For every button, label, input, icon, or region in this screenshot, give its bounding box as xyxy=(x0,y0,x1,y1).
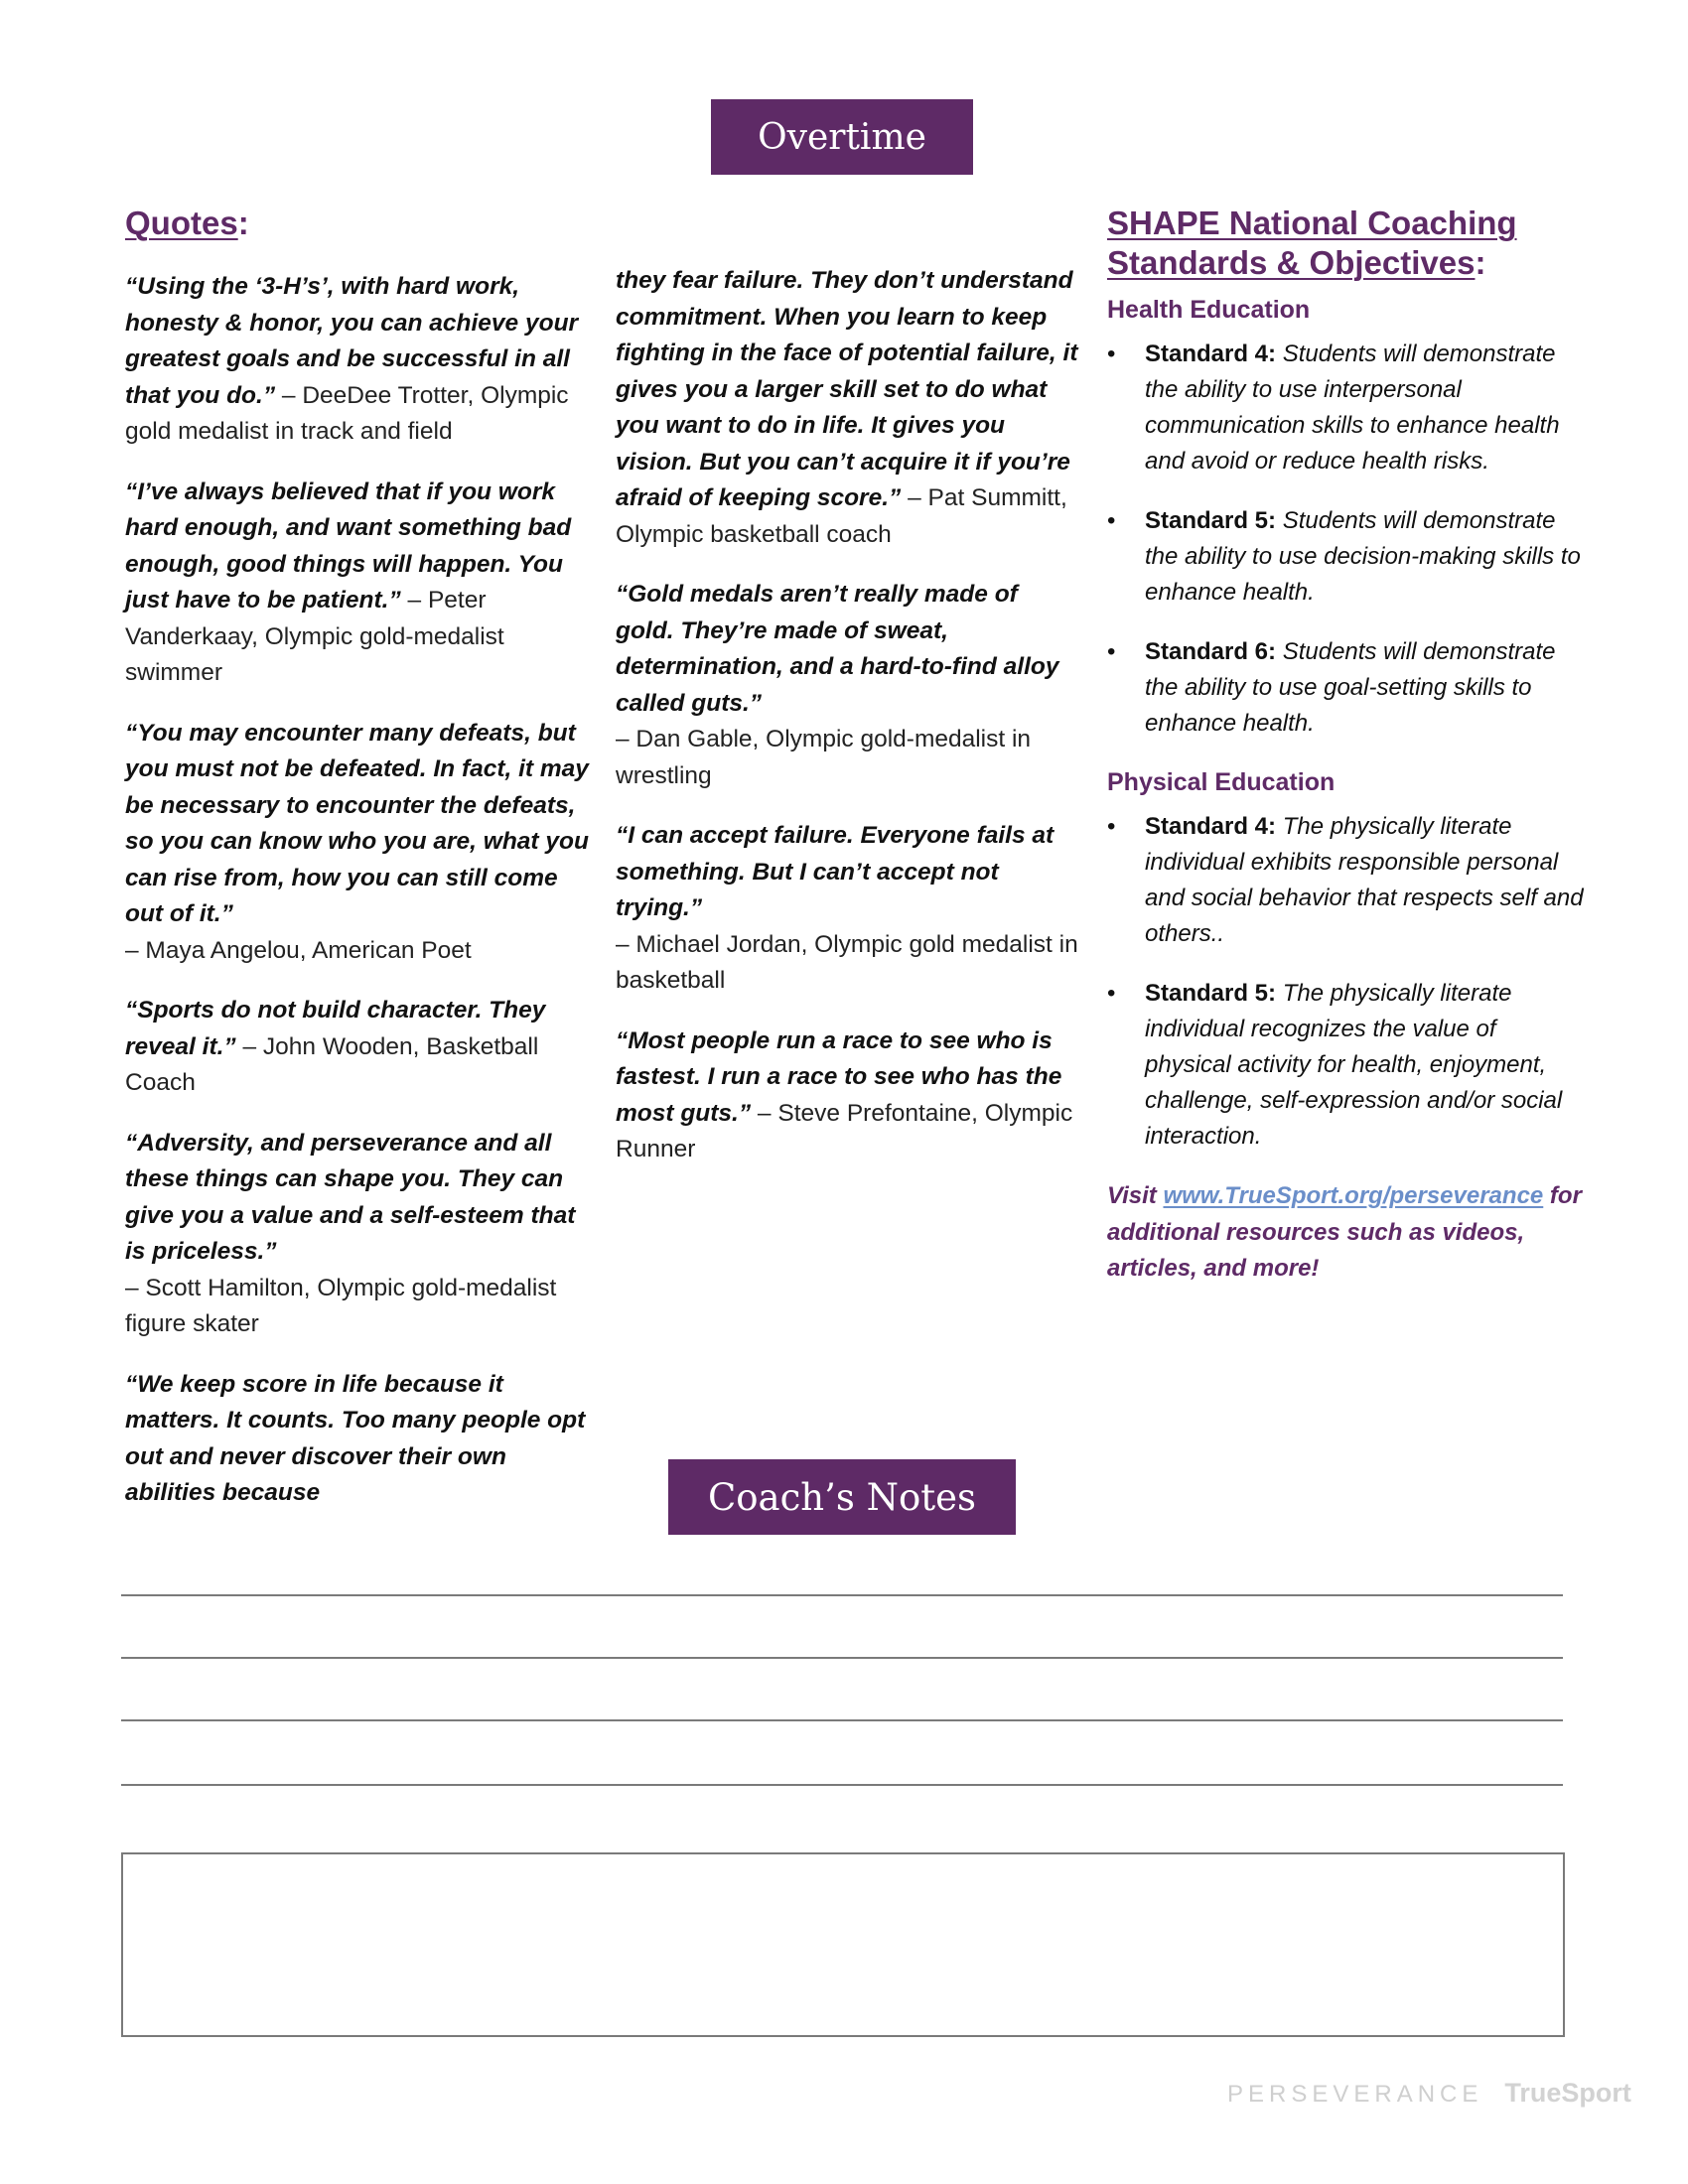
notes-box[interactable] xyxy=(121,1852,1565,2037)
notes-line[interactable] xyxy=(121,1719,1563,1721)
notes-line[interactable] xyxy=(121,1594,1563,1596)
notes-line[interactable] xyxy=(121,1784,1563,1786)
bullet-icon: • xyxy=(1107,507,1116,534)
standard-item: • Standard 6: Students will demonstrate the ability to use goal-setting skills to enhance health. xyxy=(1107,634,1584,742)
quote-item: “Using the ‘3-H’s’, with hard work, honesty & honor, you can achieve your greatest goals and be successful in all that you do.” – DeeDee Trotter, Olympic gold medalist in track and field xyxy=(125,273,579,445)
notes-line[interactable] xyxy=(121,1657,1563,1659)
standards-column xyxy=(1107,204,1584,1288)
quote-item: “I can accept failure. Everyone fails at something. But I can’t accept not trying.” – Michael Jordan, Olympic gold medalist in basketball xyxy=(616,822,1078,994)
quote-item: “Gold medals aren’t really made of gold. They’re made of sweat, determination, and a hard-to-find alloy called guts.” – Dan Gable, Olympic gold-medalist in wrestling xyxy=(616,581,1059,789)
quote-item: “You may encounter many defeats, but you must not be defeated. In fact, it may be necessary to encounter the defeats, so you can know who you are, what you can rise from, how you can still come out of it.” – Maya Angelou, American Poet xyxy=(125,719,589,964)
quote-item-continuation: they fear failure. They don’t understand commitment. When you learn to keep fighting in the face of potential failure, it gives you a larger skill set to do what you want to do in life. It gives you vision. But you can’t acquire it if you’re afraid of keeping score.” – Pat Summitt, Olympic basketball coach xyxy=(616,267,1078,548)
bullet-icon: • xyxy=(1107,980,1116,1007)
quote-item-continued: “We keep score in life because it matters. It counts. Too many people opt out and never discover their own abilities because xyxy=(125,1370,586,1506)
standard-item: • Standard 5: The physically literate individual recognizes the value of physical activity for health, enjoyment, challenge, self-expression and/or social interaction. xyxy=(1107,976,1584,1155)
standard-item: • Standard 4: The physically literate individual exhibits responsible personal and social behavior that respects self and others.. xyxy=(1107,809,1584,952)
quote-item: “I’ve always believed that if you work hard enough, and want something bad enough, good things will happen. You just have to be patient.” – Peter Vanderkaay, Olympic gold-medalist swimmer xyxy=(125,478,572,686)
standard-item: • Standard 4: Students will demonstrate the ability to use interpersonal communication skills to enhance health and avoid or reduce health risks. xyxy=(1107,337,1584,479)
quotes-column-left xyxy=(125,204,592,1536)
quote-item: “Adversity, and perseverance and all these things can shape you. They can give you a value and a self-esteem that is priceless.” – Scott Hamilton, Olympic gold-medalist figure skater xyxy=(125,1129,576,1337)
quotes-column-middle xyxy=(616,263,1082,1192)
quote-item: “Most people run a race to see who is fastest. I run a race to see who has the most guts.” – Steve Prefontaine, Olympic Runner xyxy=(616,1026,1073,1162)
footer-perseverance: PERSEVERANCE xyxy=(1227,2081,1483,2108)
standard-item: • Standard 5: Students will demonstrate the ability to use decision-making skills to enhance health. xyxy=(1107,503,1584,611)
overtime-banner-title: Overtime xyxy=(758,116,926,158)
standards-heading: SHAPE National Coaching Standards & Objectives: xyxy=(1107,205,1517,281)
health-education-heading: Health Education xyxy=(1107,296,1311,324)
visit-resources-text: Visit www.TrueSport.org/perseverance for additional resources such as videos, articles, and more! xyxy=(1107,1182,1582,1282)
truesport-link[interactable]: www.TrueSport.org/perseverance xyxy=(1163,1182,1544,1209)
coaches-notes-banner xyxy=(668,1459,1016,1535)
footer xyxy=(1227,2078,1631,2109)
bullet-icon: • xyxy=(1107,341,1116,367)
coaches-notes-title: Coach’s Notes xyxy=(707,1475,977,1519)
truesport-logo: TrueSport xyxy=(1504,2078,1631,2108)
physical-education-heading: Physical Education xyxy=(1107,768,1336,796)
quotes-heading: Quotes: xyxy=(125,205,249,241)
bullet-icon: • xyxy=(1107,813,1116,840)
overtime-banner xyxy=(711,99,973,175)
bullet-icon: • xyxy=(1107,638,1116,665)
quote-item: “Sports do not build character. They reveal it.” – John Wooden, Basketball Coach xyxy=(125,997,546,1096)
